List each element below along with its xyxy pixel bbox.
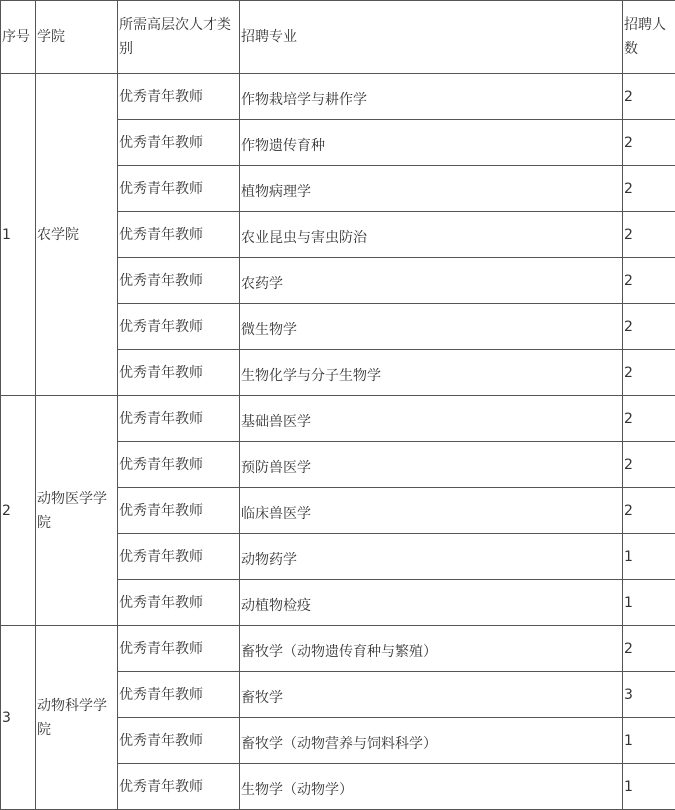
talent-category-cell: 优秀青年教师 [118, 488, 240, 534]
table-row [1, 396, 675, 442]
major-cell: 微生物学 [240, 304, 623, 350]
header-college: 学院 [36, 1, 118, 74]
headcount-cell: 2 [623, 626, 675, 672]
headcount-cell: 1 [623, 764, 675, 810]
headcount-cell: 1 [623, 718, 675, 764]
talent-category-cell: 优秀青年教师 [118, 672, 240, 718]
talent-category-cell: 优秀青年教师 [118, 258, 240, 304]
talent-category-cell: 优秀青年教师 [118, 534, 240, 580]
major-cell: 预防兽医学 [240, 442, 623, 488]
major-cell: 农药学 [240, 258, 623, 304]
headcount-cell: 2 [623, 120, 675, 166]
college-cell: 动物科学学院 [36, 626, 118, 810]
headcount-cell: 2 [623, 166, 675, 212]
talent-category-cell: 优秀青年教师 [118, 212, 240, 258]
headcount-cell: 2 [623, 258, 675, 304]
talent-category-cell: 优秀青年教师 [118, 350, 240, 396]
table-body [1, 1, 675, 810]
headcount-cell: 2 [623, 442, 675, 488]
headcount-cell: 2 [623, 212, 675, 258]
major-cell: 生物化学与分子生物学 [240, 350, 623, 396]
header-talent-category: 所需高层次人才类别 [118, 1, 240, 74]
headcount-cell: 2 [623, 74, 675, 120]
major-cell: 生物学（动物学） [240, 764, 623, 810]
table-row [1, 74, 675, 120]
talent-category-cell: 优秀青年教师 [118, 442, 240, 488]
header-serial-number: 序号 [1, 1, 36, 74]
college-cell: 农学院 [36, 74, 118, 396]
header-major: 招聘专业 [240, 1, 623, 74]
major-cell: 农业昆虫与害虫防治 [240, 212, 623, 258]
headcount-cell: 2 [623, 488, 675, 534]
talent-category-cell: 优秀青年教师 [118, 304, 240, 350]
serial-number-cell: 2 [1, 396, 36, 626]
talent-category-cell: 优秀青年教师 [118, 580, 240, 626]
major-cell: 畜牧学（动物营养与饲料科学） [240, 718, 623, 764]
headcount-cell: 2 [623, 304, 675, 350]
major-cell: 基础兽医学 [240, 396, 623, 442]
major-cell: 动植物检疫 [240, 580, 623, 626]
college-cell: 动物医学学院 [36, 396, 118, 626]
talent-category-cell: 优秀青年教师 [118, 718, 240, 764]
talent-category-cell: 优秀青年教师 [118, 396, 240, 442]
table-row [1, 626, 675, 672]
header-row [1, 1, 675, 74]
headcount-cell: 2 [623, 396, 675, 442]
major-cell: 畜牧学 [240, 672, 623, 718]
major-cell: 作物栽培学与耕作学 [240, 74, 623, 120]
headcount-cell: 2 [623, 350, 675, 396]
headcount-cell: 1 [623, 580, 675, 626]
talent-category-cell: 优秀青年教师 [118, 120, 240, 166]
headcount-cell: 1 [623, 534, 675, 580]
talent-category-cell: 优秀青年教师 [118, 74, 240, 120]
major-cell: 植物病理学 [240, 166, 623, 212]
talent-category-cell: 优秀青年教师 [118, 626, 240, 672]
headcount-cell: 3 [623, 672, 675, 718]
talent-category-cell: 优秀青年教师 [118, 764, 240, 810]
talent-category-cell: 优秀青年教师 [118, 166, 240, 212]
header-headcount: 招聘人数 [623, 1, 675, 74]
serial-number-cell: 1 [1, 74, 36, 396]
major-cell: 临床兽医学 [240, 488, 623, 534]
major-cell: 畜牧学（动物遗传育种与繁殖） [240, 626, 623, 672]
major-cell: 动物药学 [240, 534, 623, 580]
serial-number-cell: 3 [1, 626, 36, 810]
major-cell: 作物遗传育种 [240, 120, 623, 166]
